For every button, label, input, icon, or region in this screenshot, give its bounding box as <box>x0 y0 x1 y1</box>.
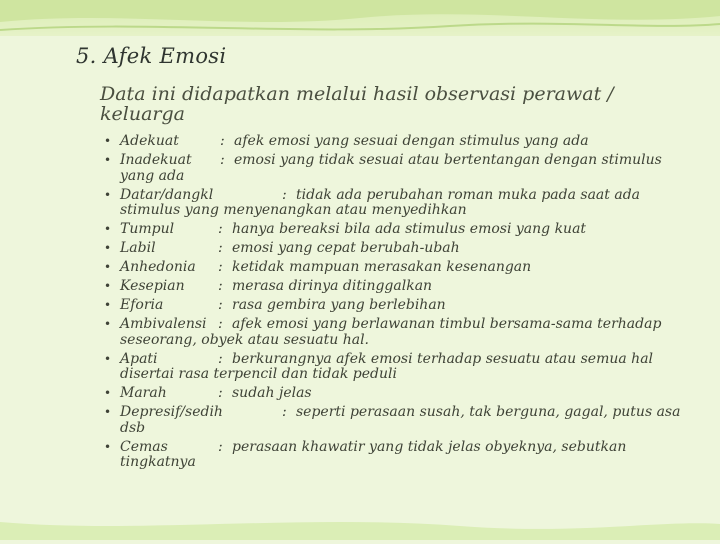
bullet-icon: • <box>104 439 112 454</box>
list-item <box>104 440 684 471</box>
bullet-icon: • <box>104 386 112 400</box>
item-separator: : <box>218 385 223 401</box>
item-separator: : <box>218 221 223 237</box>
item-separator: : <box>218 350 223 367</box>
bullet-icon: • <box>104 405 112 419</box>
list-item <box>104 405 684 436</box>
bullet-icon: • <box>104 351 112 366</box>
bullet-icon: • <box>104 187 112 202</box>
item-description: emosi yang cepat berubah-ubah <box>232 240 460 256</box>
bullet-icon: • <box>104 222 112 236</box>
item-separator: : <box>220 133 225 149</box>
item-description: merasa dirinya ditinggalkan <box>232 278 433 294</box>
item-separator: : <box>220 152 225 168</box>
list-item <box>104 153 684 184</box>
list-item <box>104 279 684 295</box>
bullet-icon: • <box>104 134 112 148</box>
item-term: Adekuat <box>120 133 179 149</box>
item-description: sudah jelas <box>232 385 312 401</box>
item-description: afek emosi yang sesuai dengan stimulus yang ada <box>234 133 589 149</box>
item-term: Marah <box>120 385 167 401</box>
item-separator: : <box>218 278 223 294</box>
slide-title: 5. Afek Emosi <box>76 44 227 68</box>
item-term: Anhedonia <box>120 259 196 275</box>
bullet-icon: • <box>104 260 112 274</box>
bullet-icon: • <box>104 298 112 312</box>
item-separator: : <box>218 240 223 256</box>
list-item <box>104 298 684 314</box>
item-separator: : <box>218 316 223 332</box>
bottom-decoration <box>0 500 720 540</box>
item-description: seperti perasaan susah, tak berguna, gagal, putus asa dsb <box>120 404 681 436</box>
item-separator: : <box>218 259 223 275</box>
item-term: Apati <box>120 350 158 367</box>
item-term: Cemas <box>120 438 168 455</box>
list-item <box>104 134 684 150</box>
item-term: Inadekuat <box>120 152 192 168</box>
item-description: rasa gembira yang berlebihan <box>232 297 446 313</box>
item-description: tidak ada perubahan roman muka pada saat ada stimulus yang menyenangkan atau menyedihkan <box>120 186 641 218</box>
item-description: perasaan khawatir yang tidak jelas obyeknya, sebutkan tingkatnya <box>120 438 627 470</box>
slide-subheading: Data ini didapatkan melalui hasil observasi perawat / keluarga <box>100 83 614 125</box>
afek-emosi-list <box>104 134 684 474</box>
item-term: Datar/dangkl <box>120 186 214 203</box>
item-term: Eforia <box>120 297 164 313</box>
item-term: Kesepian <box>120 278 185 294</box>
bullet-icon: • <box>104 241 112 255</box>
bullet-icon: • <box>104 153 112 167</box>
list-item <box>104 260 684 276</box>
list-item <box>104 352 684 383</box>
list-item <box>104 188 684 219</box>
bottom-wave-decoration <box>0 500 720 540</box>
item-description: berkurangnya afek emosi terhadap sesuatu atau semua hal disertai rasa terpencil dan tidak peduli <box>120 350 654 382</box>
item-description: afek emosi yang berlawanan timbul bersama-sama terhadap seseorang, obyek atau sesuatu hal. <box>120 316 662 348</box>
list-item <box>104 222 684 238</box>
item-description: emosi yang tidak sesuai atau bertentangan dengan stimulus yang ada <box>120 152 662 184</box>
item-separator: : <box>282 186 287 203</box>
item-description: hanya bereaksi bila ada stimulus emosi yang kuat <box>232 221 587 237</box>
list-item <box>104 386 684 402</box>
top-decoration <box>0 0 720 36</box>
item-separator: : <box>282 404 287 420</box>
item-term: Depresif/sedih <box>120 404 223 420</box>
bullet-icon: • <box>104 317 112 331</box>
item-term: Tumpul <box>120 221 175 237</box>
item-term: Labil <box>120 240 156 256</box>
top-wave-decoration <box>0 0 720 36</box>
item-separator: : <box>218 438 223 455</box>
list-item <box>104 241 684 257</box>
item-separator: : <box>218 297 223 313</box>
bullet-icon: • <box>104 279 112 293</box>
list-item <box>104 317 684 348</box>
item-term: Ambivalensi <box>120 316 207 332</box>
item-description: ketidak mampuan merasakan kesenangan <box>232 259 532 275</box>
